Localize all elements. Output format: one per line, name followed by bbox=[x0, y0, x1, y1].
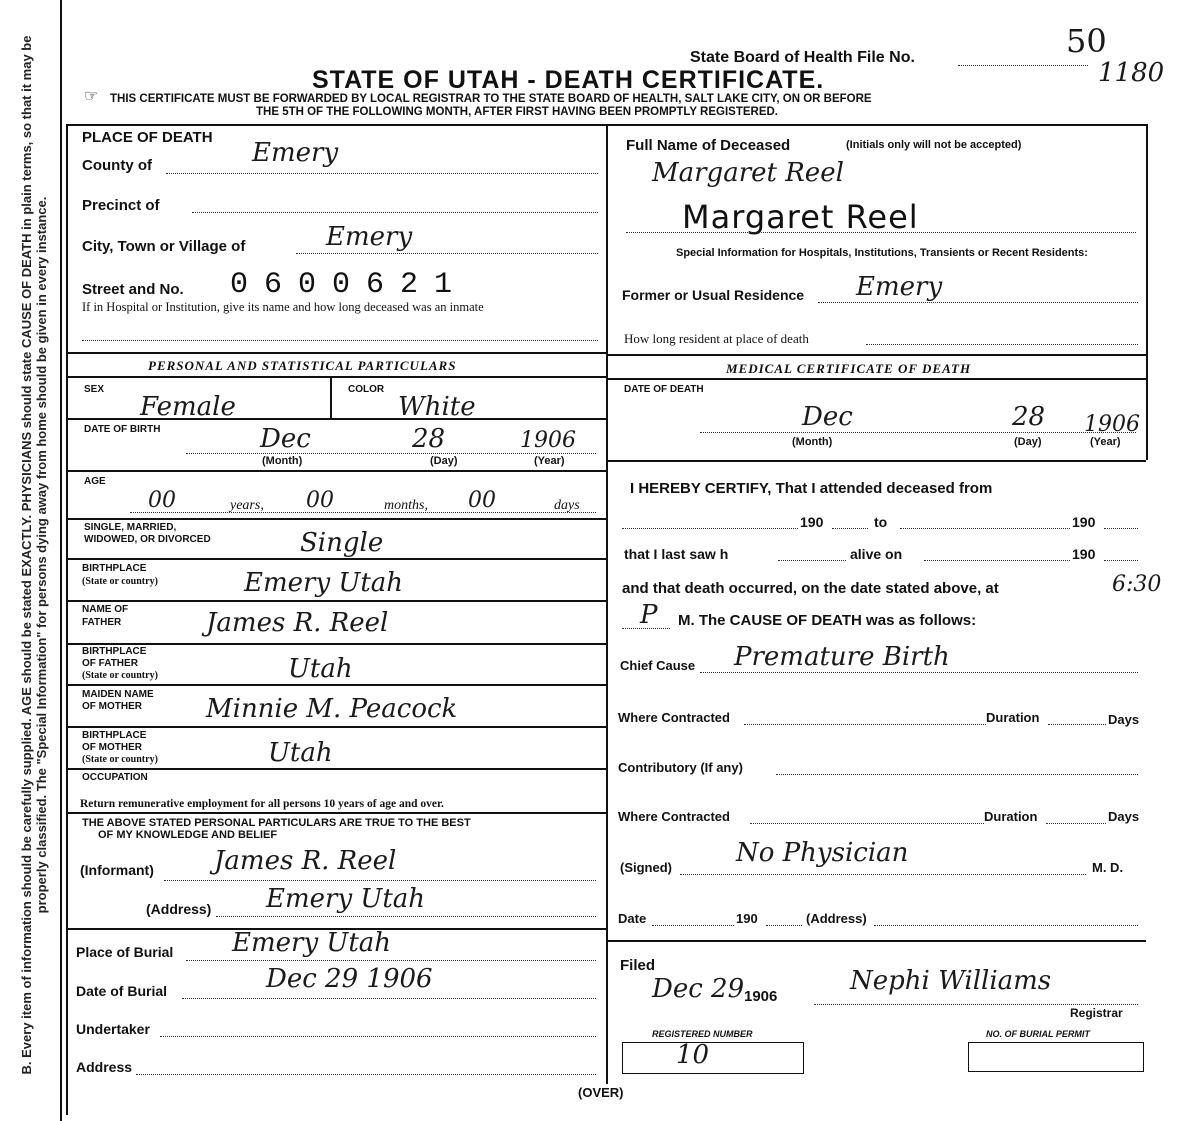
saw-190: 190 bbox=[1072, 546, 1096, 562]
ampm-value: P bbox=[640, 600, 658, 630]
dob-label: DATE OF BIRTH bbox=[84, 424, 161, 435]
duration-label-1: Duration bbox=[986, 710, 1040, 725]
frame-left-border-inner bbox=[66, 125, 68, 1115]
undertaker-label: Undertaker bbox=[76, 1021, 150, 1037]
cause-line: M. The CAUSE OF DEATH was as follows: bbox=[678, 612, 977, 629]
sex-label: SEX bbox=[84, 384, 105, 395]
alive-on-label: alive on bbox=[850, 546, 903, 562]
precinct-label: Precinct of bbox=[82, 197, 160, 214]
dob-month-caption: (Month) bbox=[262, 455, 303, 467]
age-row-rule bbox=[66, 518, 606, 520]
where-contracted-label-1: Where Contracted bbox=[618, 710, 730, 725]
months-word: months, bbox=[384, 498, 428, 513]
pointing-hand-icon: ☞ bbox=[84, 88, 99, 105]
informant-label: (Informant) bbox=[80, 862, 154, 878]
days-label-1: Days bbox=[1108, 712, 1140, 727]
to-word: to bbox=[874, 514, 888, 530]
undertaker-address-line bbox=[136, 1074, 596, 1075]
duration-line-1 bbox=[1048, 724, 1106, 725]
time-value: 6:30 bbox=[1112, 572, 1162, 597]
signed-address-label: (Address) bbox=[806, 911, 867, 926]
father-birthplace-label-1: BIRTHPLACE bbox=[82, 646, 147, 657]
resident-line bbox=[866, 344, 1138, 345]
mother-row-rule bbox=[66, 726, 606, 728]
informant-address-value: Emery Utah bbox=[266, 884, 426, 914]
burial-place-value: Emery Utah bbox=[232, 928, 392, 958]
registrar-label: Registrar bbox=[1070, 1006, 1123, 1020]
mother-bp-row-rule bbox=[66, 768, 606, 770]
undertaker-address-label: Address bbox=[76, 1059, 133, 1075]
mother-value: Minnie M. Peacock bbox=[206, 694, 458, 724]
age-years-value: 00 bbox=[148, 488, 176, 513]
registered-number-box bbox=[622, 1042, 804, 1074]
ampm-line bbox=[622, 628, 670, 629]
street-label: Street and No. bbox=[82, 281, 184, 298]
registrar-line bbox=[814, 1004, 1138, 1005]
color-value: White bbox=[398, 392, 476, 422]
right-border bbox=[1146, 124, 1148, 460]
to-line bbox=[900, 528, 1070, 529]
occupation-note: Return remunerative employment for all persons 10 years of age and over. bbox=[80, 798, 444, 810]
burial-permit-label: NO. OF BURIAL PERMIT bbox=[986, 1029, 1090, 1039]
sex-color-divider bbox=[330, 378, 332, 418]
medical-bottom-rule bbox=[606, 940, 1146, 942]
death-year-caption: (Year) bbox=[1090, 436, 1121, 448]
marital-label-2: WIDOWED, OR DIVORCED bbox=[84, 534, 211, 545]
place-of-death-heading: PLACE OF DEATH bbox=[82, 129, 213, 146]
father-label-1: NAME OF bbox=[82, 604, 129, 615]
deceased-name-handwritten: Margaret Reel bbox=[652, 158, 844, 188]
margin-instructions bbox=[4, 0, 56, 1121]
burial-date-label: Date of Burial bbox=[76, 983, 168, 999]
medical-date-bottom bbox=[606, 460, 1146, 462]
city-line bbox=[296, 253, 598, 254]
medical-heading-rule bbox=[606, 378, 1146, 380]
notice-line-2: THE 5TH OF THE FOLLOWING MONTH, AFTER FIRST HAVING BEEN PROMPTLY REGISTERED. bbox=[256, 106, 778, 118]
signed-label: (Signed) bbox=[620, 860, 672, 875]
county-line bbox=[166, 173, 598, 174]
birthplace-label-2: (State or country) bbox=[82, 576, 158, 587]
file-no-line bbox=[958, 65, 1088, 66]
informant-address-label: (Address) bbox=[146, 901, 212, 917]
deceased-name-label: Full Name of Deceased bbox=[626, 137, 791, 154]
from-190: 190 bbox=[800, 514, 824, 530]
signed-address-line bbox=[874, 925, 1138, 926]
hospital-line bbox=[82, 340, 598, 341]
county-value: Emery bbox=[252, 138, 339, 168]
duration-label-2: Duration bbox=[984, 809, 1038, 824]
father-value: James R. Reel bbox=[206, 608, 389, 638]
death-date-line bbox=[700, 432, 1136, 433]
filed-year: 1906 bbox=[744, 988, 778, 1005]
from-year-line bbox=[832, 528, 868, 529]
signed-value: No Physician bbox=[736, 838, 909, 868]
city-value: Emery bbox=[326, 222, 413, 252]
personal-heading: PERSONAL AND STATISTICAL PARTICULARS bbox=[148, 358, 457, 373]
age-months-value: 00 bbox=[306, 488, 334, 513]
days-label-2: Days bbox=[1108, 809, 1140, 824]
saw-year-line bbox=[1104, 560, 1138, 561]
county-label: County of bbox=[82, 157, 152, 174]
hospital-note: If in Hospital or Institution, give its name and how long deceased was an inmate bbox=[82, 300, 484, 314]
birthplace-label-1: BIRTHPLACE bbox=[82, 563, 147, 574]
mother-birthplace-value: Utah bbox=[268, 738, 333, 768]
birthplace-value: Emery Utah bbox=[244, 568, 404, 598]
father-birthplace-value: Utah bbox=[288, 654, 353, 684]
burial-place-line bbox=[186, 960, 596, 961]
mother-birthplace-label-2: OF MOTHER bbox=[82, 742, 142, 753]
signed-line bbox=[680, 874, 1086, 875]
from-line bbox=[622, 528, 798, 529]
father-label-2: FATHER bbox=[82, 617, 122, 628]
informant-address-line bbox=[216, 916, 596, 917]
special-info-label: Special Information for Hospitals, Institutions, Transients or Recent Residents: bbox=[676, 247, 1088, 259]
mother-birthplace-label-1: BIRTHPLACE bbox=[82, 730, 147, 741]
file-no-value: 50 bbox=[1066, 22, 1107, 60]
to-190: 190 bbox=[1072, 514, 1096, 530]
dob-year-caption: (Year) bbox=[534, 455, 565, 467]
file-no-sub: 1180 bbox=[1098, 58, 1165, 88]
personal-heading-rule bbox=[66, 376, 606, 378]
saw-line bbox=[778, 560, 846, 561]
chief-cause-line bbox=[700, 672, 1138, 673]
signed-date-label: Date bbox=[618, 911, 647, 926]
deceased-name-note: (Initials only will not be accepted) bbox=[846, 139, 1022, 151]
informant-line bbox=[164, 880, 596, 881]
md-label: M. D. bbox=[1092, 860, 1124, 875]
death-day-caption: (Day) bbox=[1014, 436, 1042, 448]
signed-date-190: 190 bbox=[736, 911, 758, 926]
registered-number-label: REGISTERED NUMBER bbox=[652, 1029, 753, 1039]
age-line bbox=[130, 512, 596, 513]
age-days-value: 00 bbox=[468, 488, 496, 513]
burial-date-line bbox=[182, 998, 596, 999]
marital-row-rule bbox=[66, 558, 606, 560]
father-birthplace-label-2: OF FATHER bbox=[82, 658, 138, 669]
name-section-bottom bbox=[606, 354, 1146, 356]
where-contracted-line-2 bbox=[750, 823, 984, 824]
filed-label: Filed bbox=[620, 957, 656, 974]
margin-text: B. Every item of information should be carefully supplied. AGE should be stated EXACTLY. PHYSICIANS should state CAUSE OF DEATH in plain terms, so that it may be properly classified. The "Special Information" for persons dying away from home should be given in every instance. bbox=[19, 35, 49, 1075]
certify-line: I HEREBY CERTIFY, That I attended deceased from bbox=[630, 480, 993, 497]
birthplace-row-rule bbox=[66, 600, 606, 602]
occupation-label: OCCUPATION bbox=[82, 772, 148, 783]
death-month: Dec bbox=[802, 402, 853, 432]
signed-date-line bbox=[652, 925, 734, 926]
years-word: years, bbox=[230, 498, 264, 513]
marital-value: Single bbox=[300, 528, 384, 558]
name-line bbox=[626, 232, 1136, 233]
color-label: COLOR bbox=[348, 384, 385, 395]
where-contracted-label-2: Where Contracted bbox=[618, 809, 730, 824]
burial-place-label: Place of Burial bbox=[76, 944, 174, 960]
father-bp-row-rule bbox=[66, 684, 606, 686]
informant-value: James R. Reel bbox=[214, 846, 397, 876]
place-section-bottom bbox=[66, 352, 606, 354]
contributory-line bbox=[776, 774, 1138, 775]
age-label: AGE bbox=[84, 476, 106, 487]
notice-line-1: THIS CERTIFICATE MUST BE FORWARDED BY LOCAL REGISTRAR TO THE STATE BOARD OF HEALTH, SALT LAKE CITY, ON OR BEFORE bbox=[110, 93, 872, 105]
sex-row-rule bbox=[66, 418, 606, 420]
mother-label-2: OF MOTHER bbox=[82, 701, 142, 712]
marital-label-1: SINGLE, MARRIED, bbox=[84, 522, 177, 533]
residence-value: Emery bbox=[856, 272, 943, 302]
duration-line-2 bbox=[1046, 823, 1106, 824]
days-word: days bbox=[554, 498, 580, 513]
contributory-label: Contributory (If any) bbox=[618, 760, 743, 775]
burial-date-value: Dec 29 1906 bbox=[266, 964, 433, 994]
medical-heading: MEDICAL CERTIFICATE OF DEATH bbox=[726, 361, 972, 376]
certificate-stamp-number: 0600621 bbox=[230, 268, 469, 302]
saw-label: that I last saw h bbox=[624, 546, 729, 562]
signed-date-year-line bbox=[766, 925, 802, 926]
dob-day: 28 bbox=[412, 424, 446, 454]
burial-permit-box bbox=[968, 1042, 1144, 1072]
residence-line bbox=[818, 302, 1138, 303]
dob-month: Dec bbox=[260, 424, 311, 454]
over-label: (OVER) bbox=[578, 1085, 624, 1100]
chief-cause-label: Chief Cause bbox=[620, 658, 696, 673]
mother-birthplace-label-3: (State or country) bbox=[82, 754, 158, 765]
alive-line bbox=[924, 560, 1070, 561]
sex-value: Female bbox=[140, 392, 236, 422]
death-year: 1906 bbox=[1084, 412, 1140, 437]
frame-left-border bbox=[60, 0, 62, 1121]
city-label: City, Town or Village of bbox=[82, 238, 246, 255]
death-month-caption: (Month) bbox=[792, 436, 833, 448]
file-no-label: State Board of Health File No. bbox=[690, 49, 915, 66]
resident-label: How long resident at place of death bbox=[624, 331, 809, 346]
dob-row-rule bbox=[66, 470, 606, 472]
father-row-rule bbox=[66, 643, 606, 645]
dob-line bbox=[186, 453, 596, 454]
registrar-signature: Nephi Williams bbox=[850, 966, 1052, 996]
filed-value: Dec 29 bbox=[652, 974, 745, 1004]
undertaker-line bbox=[160, 1036, 596, 1037]
occurred-line: and that death occurred, on the date stated above, at bbox=[622, 580, 999, 597]
father-birthplace-label-3: (State or country) bbox=[82, 670, 158, 681]
precinct-line bbox=[192, 212, 598, 213]
true-statement-2: OF MY KNOWLEDGE AND BELIEF bbox=[98, 829, 278, 841]
dob-day-caption: (Day) bbox=[430, 455, 458, 467]
certificate-title: STATE OF UTAH - DEATH CERTIFICATE. bbox=[312, 66, 825, 94]
mother-label-1: MAIDEN NAME bbox=[82, 689, 154, 700]
registered-number-value: 10 bbox=[676, 1040, 710, 1070]
death-date-label: DATE OF DEATH bbox=[624, 384, 704, 395]
occupation-row-rule bbox=[66, 812, 606, 814]
deceased-name-printed: Margaret Reel bbox=[682, 198, 919, 236]
where-contracted-line-1 bbox=[744, 724, 986, 725]
dob-year: 1906 bbox=[520, 428, 576, 453]
to-year-line bbox=[1104, 528, 1138, 529]
death-day: 28 bbox=[1012, 402, 1046, 432]
residence-label: Former or Usual Residence bbox=[622, 287, 805, 303]
true-statement-1: THE ABOVE STATED PERSONAL PARTICULARS ARE TRUE TO THE BEST bbox=[82, 817, 471, 829]
chief-cause-value: Premature Birth bbox=[734, 642, 950, 672]
